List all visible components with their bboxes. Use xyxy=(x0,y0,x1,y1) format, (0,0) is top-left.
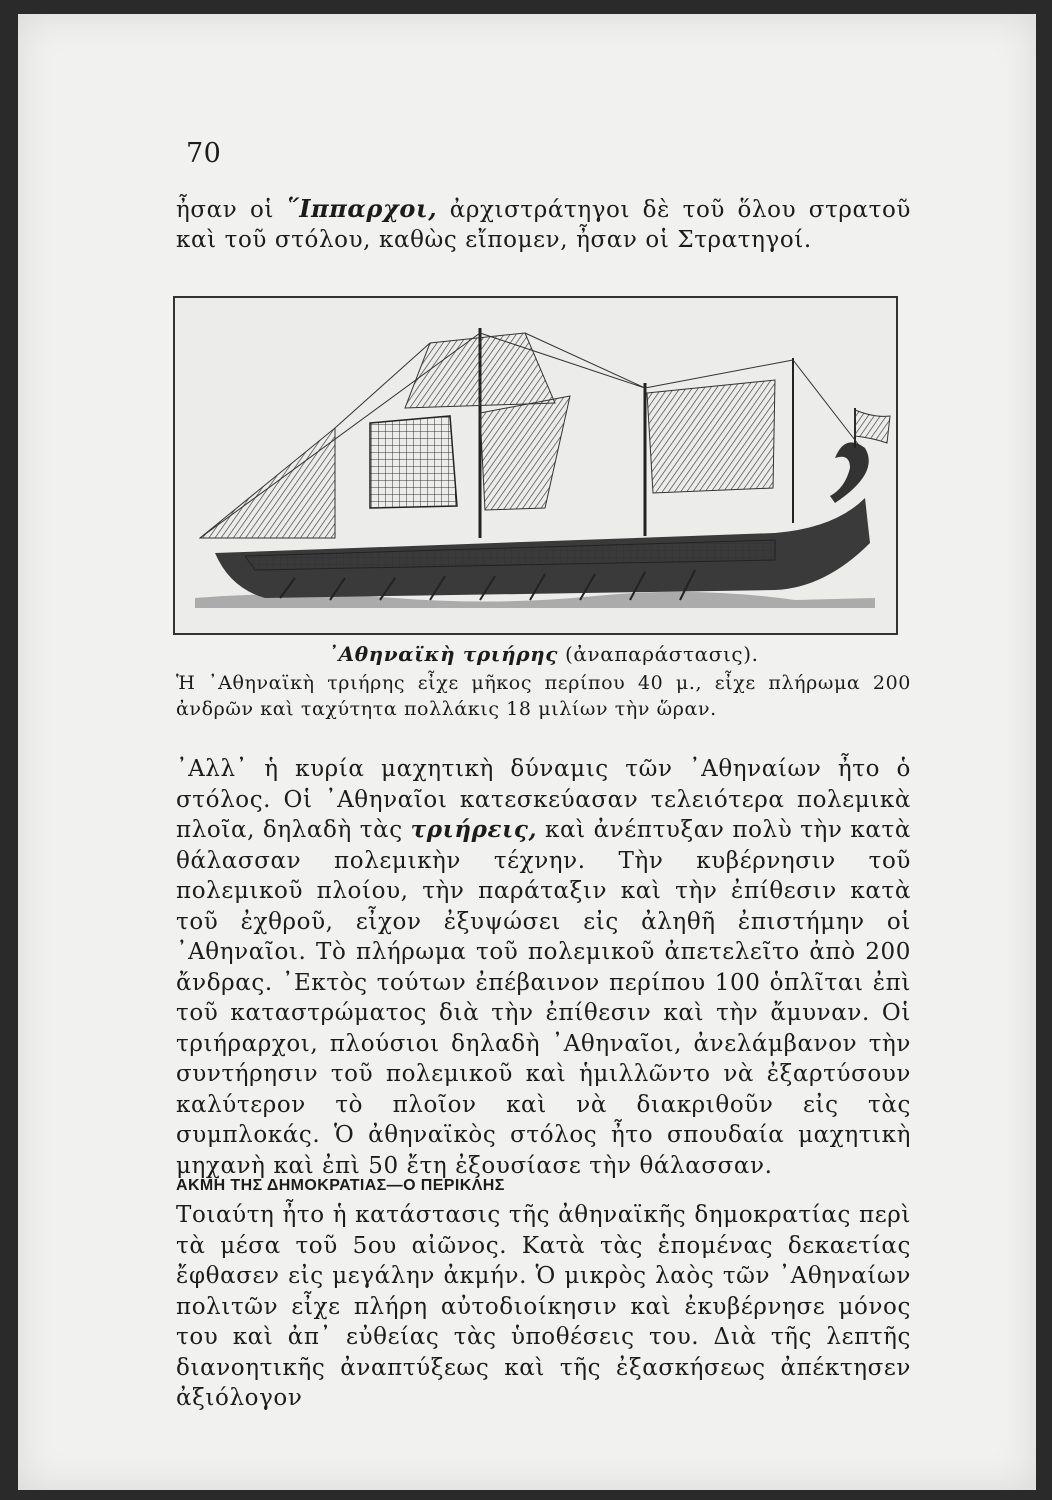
intro-paragraph xyxy=(176,194,911,255)
fleet-paragraph xyxy=(176,754,911,1181)
democracy-paragraph: Τοιαύτη ἦτο ἡ κατάστασις τῆς ἀθηναϊκῆς δημοκρατίας περὶ τὰ μέσα τοῦ 5ου αἰῶνος. Κατὰ τὰς ἑπομένας δεκαετίας ἔφθασεν εἰς μεγάλην ἀκμήν. Ὁ μικρὸς λαὸς τῶν ᾿Αθηναίων πολιτῶν εἶχε πλήρη αὐτοδιοίκησιν καὶ ἐκυβέρνησε μόνος του καὶ ἀπ᾿ εὐθείας τὰς ὑποθέσεις του. Διὰ τῆς λεπτῆς διανοητικῆς ἀναπτύξεως καὶ τῆς ἐξασκήσεως ἀπέκτησεν ἀξιόλογον xyxy=(176,1202,911,1411)
fleet-text-end: καὶ ἀνέπτυξαν πολὺ τὴν κατὰ θάλασσαν πολεμικὴν τέχνην. Τὴν κυβέρνησιν τοῦ πολεμικοῦ πλοίου, τὴν παράταξιν καὶ τὴν ἐπίθεσιν κατὰ τοῦ ἐχθροῦ, εἶχον ἐξυψώσει εἰς ἀληθῆ ἐπιστήμην οἱ ᾿Αθηναῖοι. Τὸ πλήρωμα τοῦ πολεμικοῦ ἀπετελεῖτο ἀπὸ 200 ἄνδρας. ᾿Εκτὸς τούτων ἐπέβαινον περίπου 100 ὁπλῖται ἐπὶ τοῦ καταστρώματος διὰ τὴν ἐπίθεσιν καὶ τὴν ἄμυναν. Οἱ τριήραρχοι, πλούσιοι δηλαδὴ ᾿Αθηναῖοι, ἀνελάμβανον τὴν συντήρησιν τοῦ πολεμικοῦ καὶ ἡμιλλῶντο νὰ ἐξαρτύσουν καλύτερον τὸ πλοῖον καὶ νὰ διακριθοῦν εἰς τὰς συμπλοκάς. Ὁ ἀθηναϊκὸς στόλος ἦτο σπουδαία μαχητικὴ μηχανὴ καὶ ἐπὶ 50 ἔτη ἐξουσίασε τὴν θάλασσαν. xyxy=(176,817,911,1179)
book-page xyxy=(18,14,1036,1490)
intro-emphasis: ῞Ιππαρχοι, xyxy=(286,194,438,223)
trireme-illustration xyxy=(173,296,898,635)
caption-title-bold: ᾿Αθηναϊκὴ τριήρης xyxy=(328,642,559,666)
figure-caption-text: Ἡ ᾿Αθηναϊκὴ τριήρης εἶχε μῆκος περίπου 40 μ., εἶχε πλήρωμα 200 ἀνδρῶν καὶ ταχύτητα πολλάκις 18 μιλίων τὴν ὥραν. xyxy=(176,672,911,720)
fleet-emphasis: τριήρεις, xyxy=(410,816,538,843)
intro-text-end: ἀρχιστράτηγοι δὲ τοῦ ὅλου στρατοῦ καὶ τοῦ στόλου, καθὼς εἴπομεν, ἦσαν οἱ Στρατηγοί. xyxy=(176,197,911,253)
trireme-drawing xyxy=(175,298,896,633)
figure-caption-title xyxy=(328,642,759,666)
caption-title-rest: (ἀναπαράστασις). xyxy=(558,642,759,666)
page-number: 70 xyxy=(186,138,222,169)
section-heading: ΑΚΜΗ ΤΗΣ ΔΗΜΟΚΡΑΤΙΑΣ—Ο ΠΕΡΙΚΛΗΣ xyxy=(176,1177,505,1194)
intro-text-start: ἦσαν οἱ xyxy=(176,197,287,223)
fleet-text-start: ᾿Αλλ᾿ ἡ κυρία μαχητικὴ δύναμις τῶν ᾿Αθηναίων ἦτο ὁ στόλος. Οἱ ᾿Αθηναῖοι κατεσκεύασαν τελειότερα πολεμικὰ πλοῖα, δηλαδὴ τὰς xyxy=(176,756,911,843)
